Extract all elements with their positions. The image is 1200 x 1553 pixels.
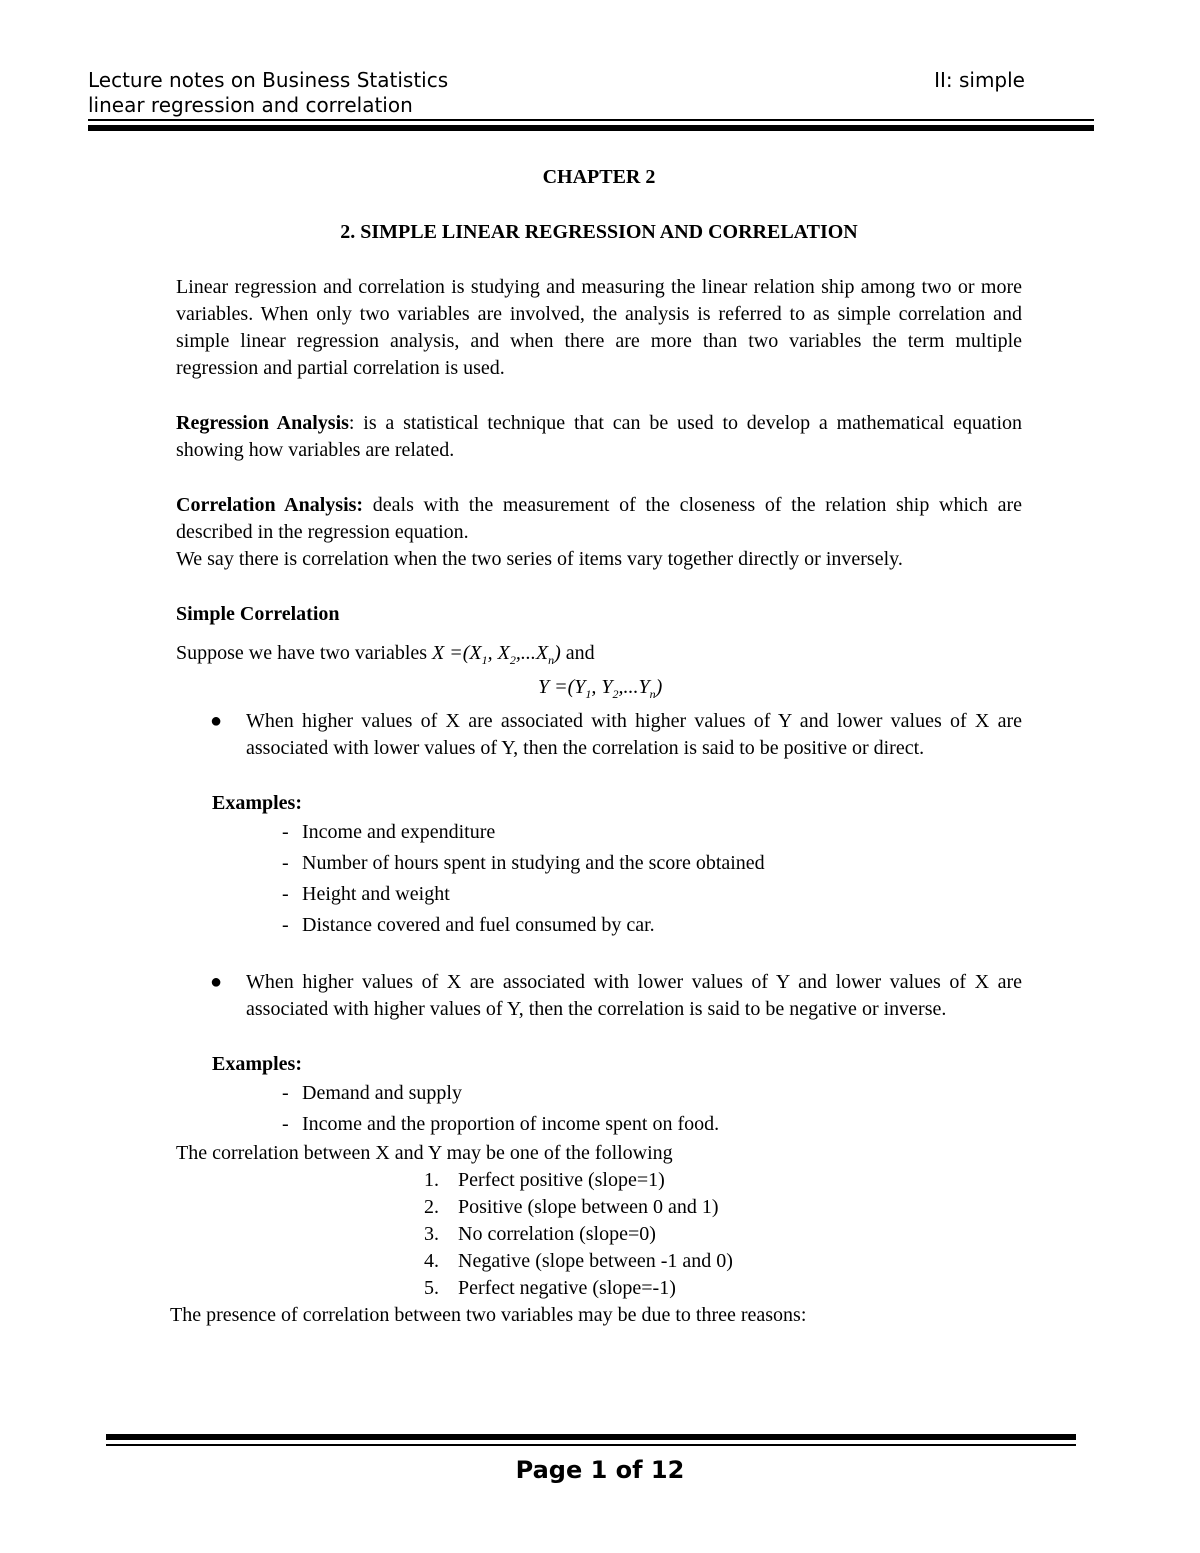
header-rule-thick <box>88 125 1094 131</box>
and-text: and <box>560 642 595 664</box>
page-number: Page 1 of 12 <box>515 1456 685 1484</box>
regression-definition <box>176 410 1022 464</box>
header-title-line2: linear regression and correlation <box>88 93 413 117</box>
list-item: 2. Positive (slope between 0 and 1) <box>424 1196 719 1218</box>
header-rule-thin <box>88 119 1094 121</box>
correlation-note: We say there is correlation when the two series of items vary together directly or inversely. <box>176 548 903 570</box>
simple-correlation-heading: Simple Correlation <box>176 603 340 625</box>
list-item: - Height and weight <box>282 883 450 905</box>
page-header <box>88 68 1025 118</box>
correlation-types-intro: The correlation between X and Y may be one of the following <box>176 1142 673 1164</box>
regression-term: Regression Analysis <box>176 412 349 434</box>
correlation-text: deals with the measurement of the closeness of the relation ship which are described in the regression equation. <box>176 494 1022 543</box>
correlation-term: Correlation Analysis: <box>176 494 364 516</box>
list-item: - Number of hours spent in studying and the score obtained <box>282 852 765 874</box>
list-item: - Demand and supply <box>282 1082 462 1104</box>
intro-paragraph: Linear regression and correlation is studying and measuring the linear relation ship among two or more variables. When only two variables are involved, the analysis is referred to as simple correlation and simple linear regression analysis, and when there are more than two variables the term multiple regression and partial correlation is used. <box>176 276 1022 379</box>
chapter-heading: CHAPTER 2 <box>542 166 656 188</box>
variables-y-line <box>176 674 1022 708</box>
positive-examples-label: Examples: <box>212 792 302 814</box>
list-item: 4. Negative (slope between -1 and 0) <box>424 1250 733 1272</box>
positive-correlation-text: When higher values of X are associated with higher values of Y and lower values of X are associated with lower values of Y, then the correlation is said to be positive or direct. <box>246 710 1022 759</box>
header-title-line1: Lecture notes on Business Statistics <box>88 68 449 92</box>
y-equation: $Y =(Y_1$, $Y_2,...Y_n$) <box>538 676 663 701</box>
list-item: 5. Perfect negative (slope=-1) <box>424 1277 676 1299</box>
positive-correlation-bullet <box>176 708 1022 762</box>
bullet-icon: ● <box>210 971 223 993</box>
correlation-definition <box>176 492 1022 546</box>
bullet-icon: ● <box>210 710 223 732</box>
list-item: - Income and the proportion of income spent on food. <box>282 1113 720 1135</box>
regression-text: : is a statistical technique that can be used to develop a mathematical equation showing how variables are related. <box>176 412 1022 461</box>
suppose-text: Suppose we have two variables <box>176 642 433 664</box>
correlation-types-list <box>176 1167 1022 1302</box>
header-chapter-ref: II: simple <box>934 68 1025 92</box>
negative-correlation-bullet <box>176 969 1022 1023</box>
x-equation: $X =(X_1$, $X_2,...X_n$) <box>432 642 561 667</box>
page-body <box>170 160 1022 1329</box>
list-item: 3. No correlation (slope=0) <box>424 1223 656 1245</box>
list-item: 1. Perfect positive (slope=1) <box>424 1169 665 1191</box>
footer-rule-thick <box>106 1434 1076 1440</box>
negative-correlation-text: When higher values of X are associated with lower values of Y and lower values of X are associated with higher values of Y, then the correlation is said to be negative or inverse. <box>246 971 1022 1020</box>
positive-examples-list <box>176 817 1022 941</box>
negative-examples-list <box>176 1078 1022 1140</box>
negative-examples-label: Examples: <box>212 1053 302 1075</box>
list-item: - Income and expenditure <box>282 821 496 843</box>
closing-sentence: The presence of correlation between two variables may be due to three reasons: <box>170 1304 807 1326</box>
variables-x-line <box>176 640 1022 674</box>
section-title: 2. SIMPLE LINEAR REGRESSION AND CORRELATION <box>340 221 858 243</box>
list-item: - Distance covered and fuel consumed by car. <box>282 914 655 936</box>
footer-rule-thin <box>106 1444 1076 1446</box>
